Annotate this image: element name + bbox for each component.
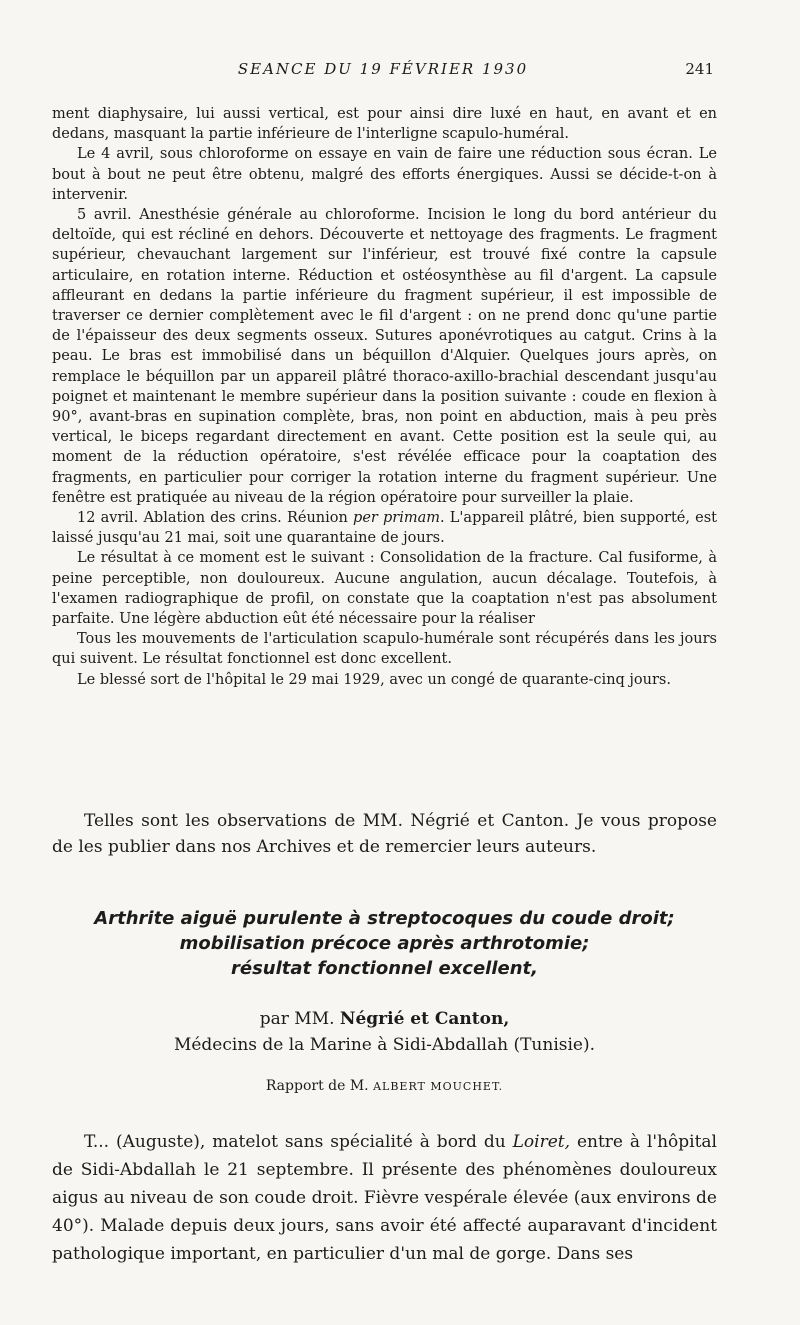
ship-name: Loiret, — [512, 1132, 571, 1152]
running-title: SEANCE DU 19 FÉVRIER 1930 — [237, 60, 529, 78]
report-author: ALBERT MOUCHET. — [373, 1080, 504, 1093]
conclusion-block — [52, 808, 717, 860]
running-header — [52, 60, 714, 84]
article-body — [52, 1128, 717, 1268]
article-title — [52, 906, 717, 981]
author-names: Négrié et Canton, — [339, 1009, 510, 1029]
affiliation: Médecins de la Marine à Sidi-Abdallah (Tunisie). — [173, 1035, 596, 1055]
text: entre à l'hôpital de Sidi-Abdallah le 21 septembre. Il présente des phénomènes douloureux aigus au niveau de son coude droit. Fièvre vespérale élevée (aux environs de 40°). Malade depuis deux jours, sans avoir été affecté auparavant d'incident pathologique important, en particulier d'un mal de gorge. Dans ses — [52, 1132, 717, 1264]
case-paragraph — [52, 1128, 717, 1268]
text: T... (Auguste), matelot sans spécialité à bord du — [84, 1132, 513, 1152]
paragraph: Le blessé sort de l'hôpital le 29 mai 1929, avec un congé de quarante-cinq jours. — [77, 671, 671, 688]
title-line: mobilisation précoce après arthrotomie; — [179, 933, 590, 954]
paragraph: ment diaphysaire, lui aussi vertical, est pour ainsi dire luxé en haut, en avant et en dedans, masquant la partie inférieure de l'interligne scapulo-huméral. — [52, 106, 717, 143]
byline — [52, 1006, 717, 1058]
title-line: Arthrite aiguë purulente à streptocoques du coude droit; — [94, 908, 675, 929]
byline-prefix: par MM. — [259, 1009, 335, 1029]
paragraph: Le résultat à ce moment est le suivant : Consolidation de la fracture. Cal fusiforme, à peine perceptible, non douloureux. Aucune angulation, aucun décalage. Toutefois, à l'examen radiographique de profil, on constate que la coaptation n'est pas absolument parfaite. Une légère abduction eût été nécessaire pour la réaliser — [52, 550, 717, 628]
page-number: 241 — [685, 60, 714, 78]
conclusion-paragraph: Telles sont les observations de MM. Négrié et Canton. Je vous propose de les publier dans nos Archives et de remercier leurs auteurs. — [52, 811, 717, 857]
paragraph: Le 4 avril, sous chloroforme on essaye en vain de faire une réduction sous écran. Le bout à bout ne peut être obtenu, malgré des efforts énergiques. Aussi se décide-t-on à intervenir. — [52, 146, 717, 203]
authors-line — [52, 1006, 717, 1032]
report-prefix: Rapport de M. — [265, 1078, 369, 1094]
italic-text: per primam — [353, 510, 441, 527]
text: 12 avril. Ablation des crins. Réunion — [77, 510, 354, 527]
case-report-continuation — [52, 104, 717, 690]
text: . L'appareil plâtré, bien supporté, est laissé jusqu'au 21 mai, soit une quarantaine de jours. — [52, 510, 718, 547]
report-line — [52, 1078, 717, 1094]
paragraph: 5 avril. Anesthésie générale au chloroforme. Incision le long du bord antérieur du deltoïde, qui est récliné en dehors. Découverte et nettoyage des fragments. Le fragment supérieur, chevauchant largement sur l'inférieur, est trouvé fixé contre la capsule articulaire, en rotation interne. Réduction et ostéosynthèse au fil d'argent. La capsule affleurant en dedans la partie inférieure du fragment supérieur, il est impossible de traverser ce dernier complètement avec le fil d'argent : on ne prend donc qu'une partie de l'épaisseur des deux segments osseux. Sutures aponévrotiques au catgut. Crins à la peau. Le bras est immobilisé dans un béquillon d'Alquier. Quelques jours après, on remplace le béquillon par un appareil plâtré thoraco-axillo-brachial descendant jusqu'au poignet et maintenant le membre supérieur dans la position suivante : coude en flexion à 90°, avant-bras en supination complète, bras, non point en abduction, mais à peu près vertical, le biceps regardant directement en avant. Cette position est la seule qui, au moment de la réduction opératoire, s'est révélée efficace pour la coaptation des fragments, en particulier pour corriger la rotation interne du fragment supérieur. Une fenêtre est pratiquée au niveau de la région opératoire pour surveiller la plaie. — [52, 207, 717, 506]
paragraph: Tous les mouvements de l'articulation scapulo-humérale sont récupérés dans les jours qui suivent. Le résultat fonctionnel est donc excellent. — [52, 631, 717, 668]
paragraph-april-12 — [52, 508, 717, 548]
title-line: résultat fonctionnel excellent, — [230, 958, 538, 979]
